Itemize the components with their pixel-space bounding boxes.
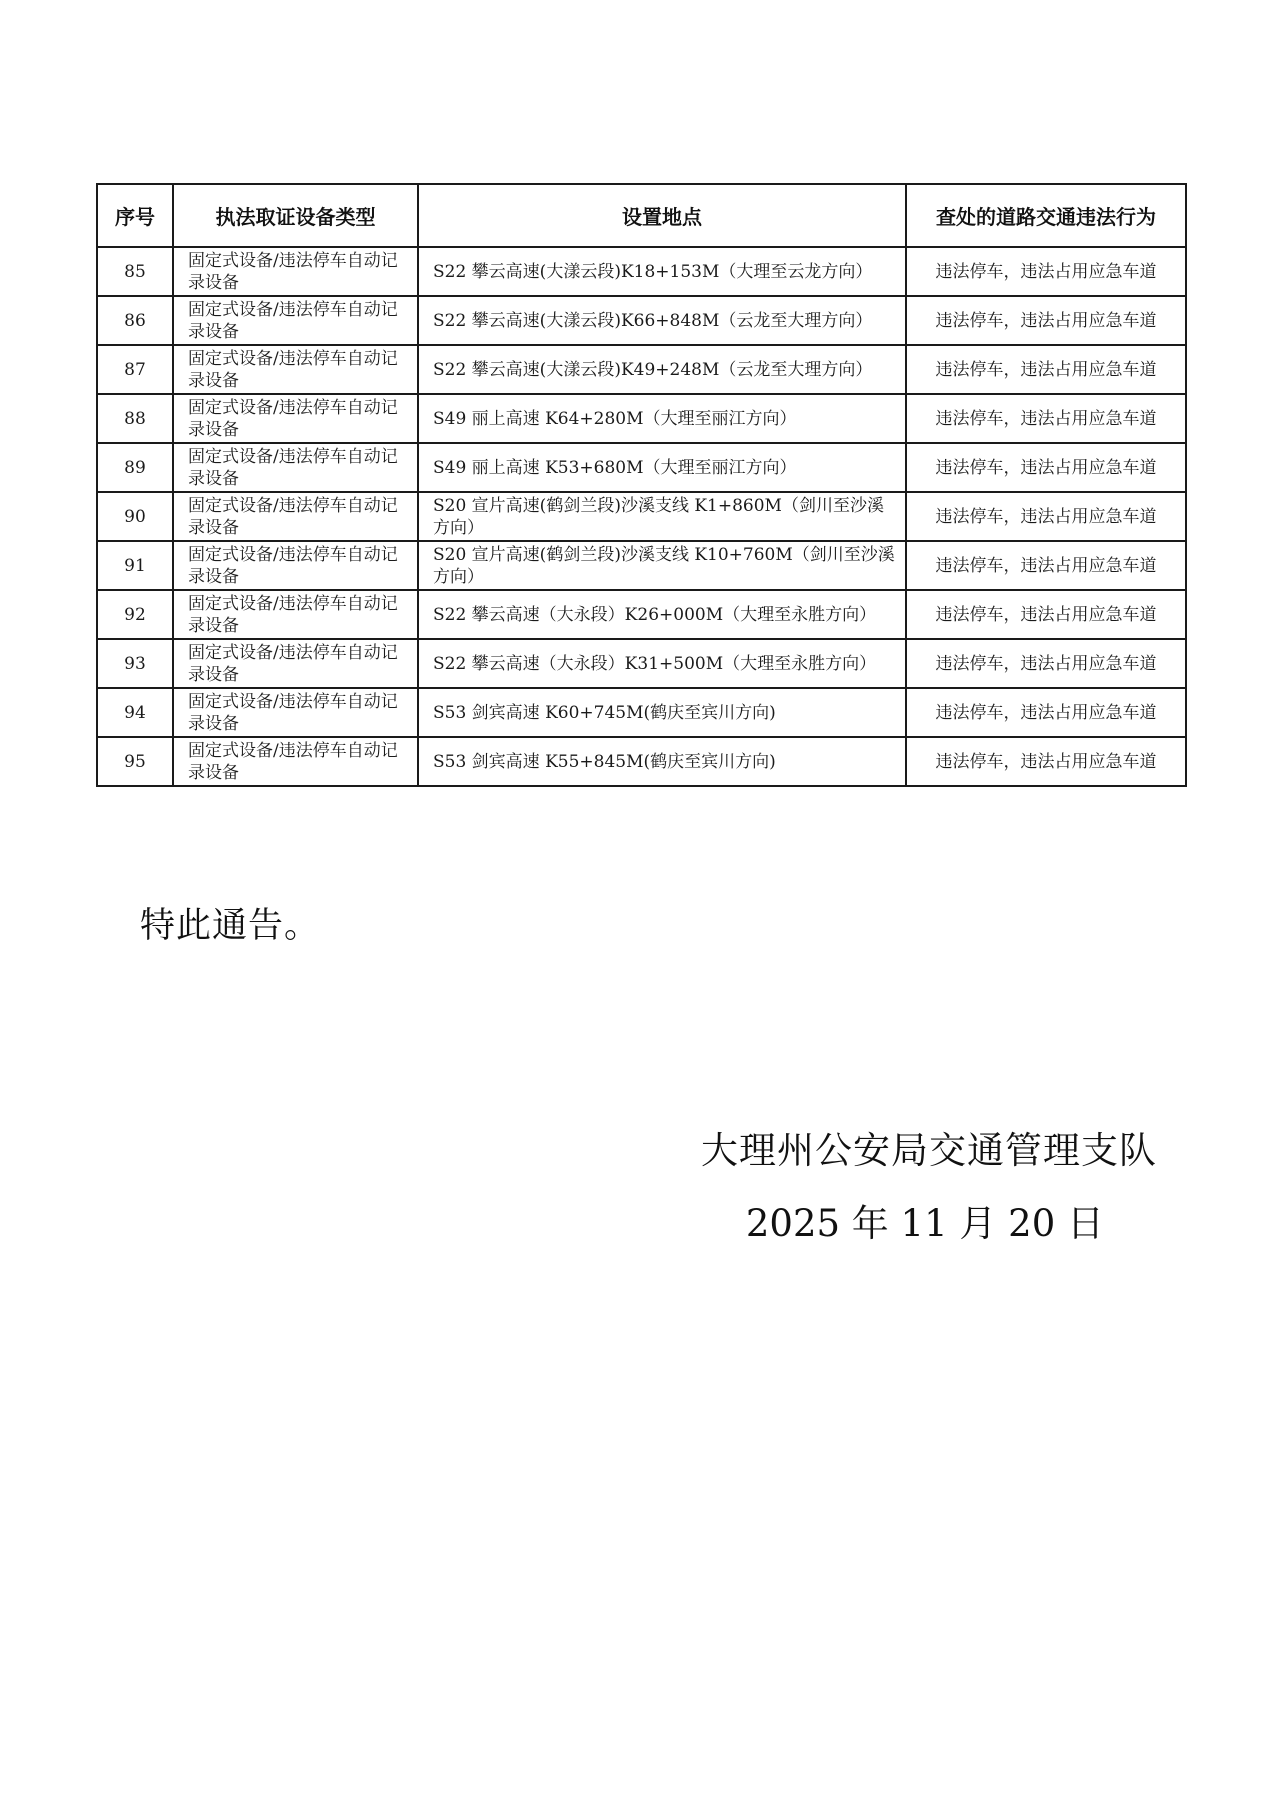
cell-violation: 违法停车，违法占用应急车道	[906, 296, 1186, 345]
header-serial-number: 序号	[97, 184, 173, 247]
cell-device-type: 固定式设备/违法停车自动记录设备	[173, 247, 418, 296]
closing-statement: 特此通告。	[140, 906, 321, 946]
cell-location: S22 攀云高速(大漾云段)K18+153M（大理至云龙方向）	[418, 247, 906, 296]
table-row	[97, 394, 1186, 443]
table-row	[97, 590, 1186, 639]
cell-serial-number: 90	[97, 492, 173, 541]
cell-serial-number: 85	[97, 247, 173, 296]
cell-device-type: 固定式设备/违法停车自动记录设备	[173, 443, 418, 492]
cell-violation: 违法停车，违法占用应急车道	[906, 639, 1186, 688]
cell-serial-number: 93	[97, 639, 173, 688]
cell-device-type: 固定式设备/违法停车自动记录设备	[173, 590, 418, 639]
cell-location: S22 攀云高速（大永段）K31+500M（大理至永胜方向）	[418, 639, 906, 688]
cell-location: S20 宣片高速(鹤剑兰段)沙溪支线 K10+760M（剑川至沙溪方向）	[418, 541, 906, 590]
cell-device-type: 固定式设备/违法停车自动记录设备	[173, 296, 418, 345]
cell-violation: 违法停车，违法占用应急车道	[906, 737, 1186, 786]
header-violation: 查处的道路交通违法行为	[906, 184, 1186, 247]
table-row	[97, 443, 1186, 492]
cell-device-type: 固定式设备/违法停车自动记录设备	[173, 394, 418, 443]
issuing-authority: 大理州公安局交通管理支队	[701, 1129, 1157, 1172]
cell-device-type: 固定式设备/违法停车自动记录设备	[173, 737, 418, 786]
cell-serial-number: 88	[97, 394, 173, 443]
cell-violation: 违法停车，违法占用应急车道	[906, 541, 1186, 590]
cell-location: S53 剑宾高速 K60+745M(鹤庆至宾川方向)	[418, 688, 906, 737]
table-row	[97, 639, 1186, 688]
cell-device-type: 固定式设备/违法停车自动记录设备	[173, 492, 418, 541]
cell-location: S22 攀云高速(大漾云段)K49+248M（云龙至大理方向）	[418, 345, 906, 394]
cell-serial-number: 92	[97, 590, 173, 639]
cell-location: S49 丽上高速 K64+280M（大理至丽江方向）	[418, 394, 906, 443]
cell-violation: 违法停车，违法占用应急车道	[906, 247, 1186, 296]
cell-device-type: 固定式设备/违法停车自动记录设备	[173, 345, 418, 394]
cell-location: S22 攀云高速（大永段）K26+000M（大理至永胜方向）	[418, 590, 906, 639]
cell-serial-number: 86	[97, 296, 173, 345]
cell-violation: 违法停车，违法占用应急车道	[906, 394, 1186, 443]
cell-violation: 违法停车，违法占用应急车道	[906, 443, 1186, 492]
cell-serial-number: 87	[97, 345, 173, 394]
cell-device-type: 固定式设备/违法停车自动记录设备	[173, 541, 418, 590]
cell-location: S20 宣片高速(鹤剑兰段)沙溪支线 K1+860M（剑川至沙溪方向）	[418, 492, 906, 541]
table-row	[97, 737, 1186, 786]
cell-violation: 违法停车，违法占用应急车道	[906, 492, 1186, 541]
table-row	[97, 688, 1186, 737]
cell-device-type: 固定式设备/违法停车自动记录设备	[173, 688, 418, 737]
cell-serial-number: 95	[97, 737, 173, 786]
header-device-type: 执法取证设备类型	[173, 184, 418, 247]
cell-violation: 违法停车，违法占用应急车道	[906, 345, 1186, 394]
table-row	[97, 541, 1186, 590]
enforcement-device-table	[96, 183, 1187, 787]
cell-device-type: 固定式设备/违法停车自动记录设备	[173, 639, 418, 688]
issue-date: 2025 年 11 月 20 日	[745, 1202, 1104, 1245]
table-row	[97, 492, 1186, 541]
table-row	[97, 296, 1186, 345]
table-header-row	[97, 184, 1186, 247]
cell-location: S49 丽上高速 K53+680M（大理至丽江方向）	[418, 443, 906, 492]
cell-violation: 违法停车，违法占用应急车道	[906, 590, 1186, 639]
header-location: 设置地点	[418, 184, 906, 247]
table-row	[97, 247, 1186, 296]
table-row	[97, 345, 1186, 394]
cell-violation: 违法停车，违法占用应急车道	[906, 688, 1186, 737]
cell-serial-number: 89	[97, 443, 173, 492]
cell-serial-number: 94	[97, 688, 173, 737]
cell-location: S22 攀云高速(大漾云段)K66+848M（云龙至大理方向）	[418, 296, 906, 345]
cell-serial-number: 91	[97, 541, 173, 590]
cell-location: S53 剑宾高速 K55+845M(鹤庆至宾川方向)	[418, 737, 906, 786]
